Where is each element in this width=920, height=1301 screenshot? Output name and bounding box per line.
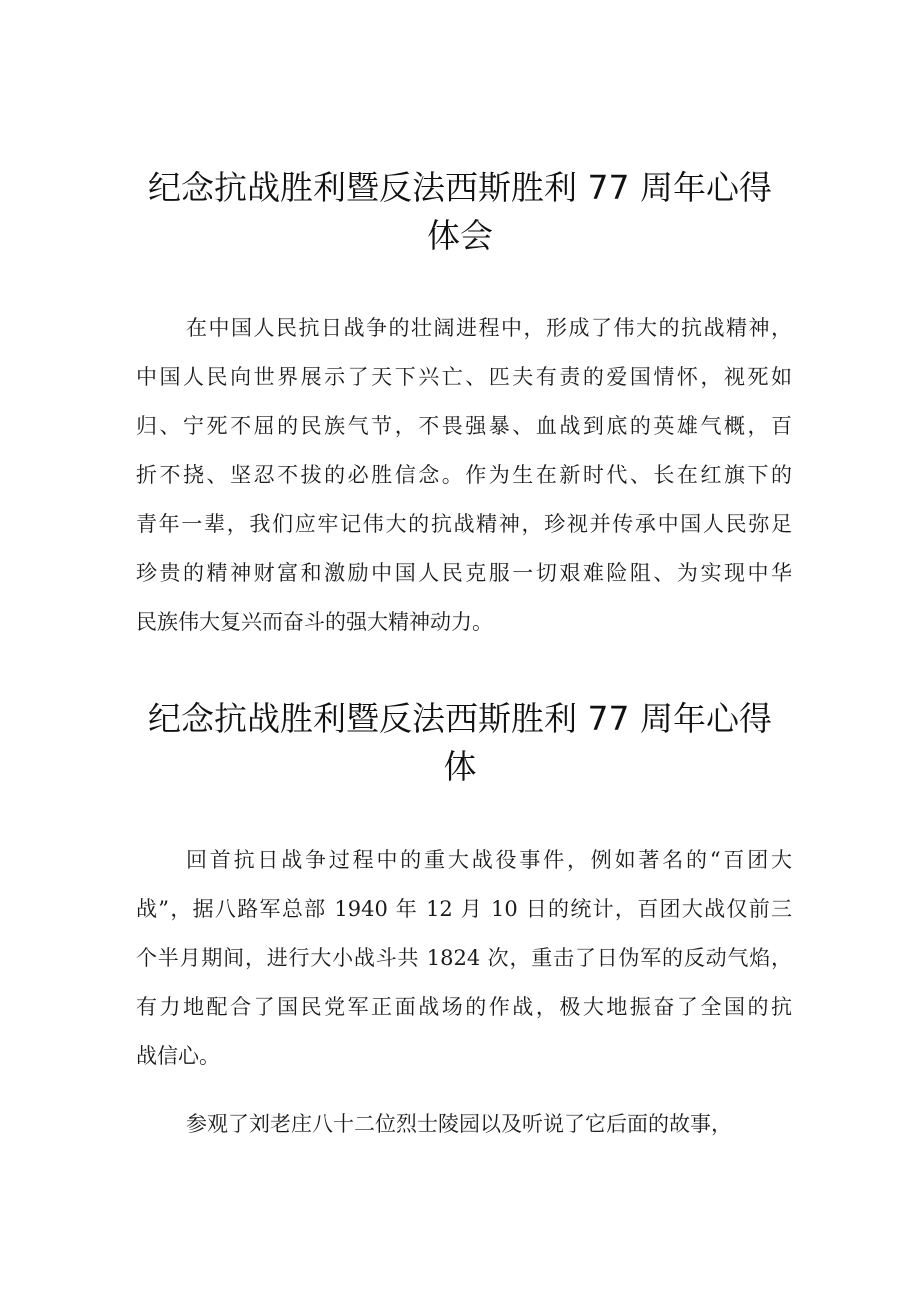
- paragraph-line: 个半月期间，进行大小战斗共 1824 次，重击了日伪军的反动气焰，: [136, 946, 792, 970]
- paragraph-line: 回首抗日战争过程中的重大战役事件，例如著名的“百团大: [186, 848, 792, 872]
- title-line: 体: [443, 747, 477, 786]
- paragraph-line: 珍贵的精神财富和激励中国人民克服一切艰难险阻、为实现中华: [136, 561, 792, 585]
- section-title: [120, 695, 800, 791]
- paragraph-line: 民族伟大复兴而奋斗的强大精神动力。: [136, 610, 493, 634]
- paragraph-line: 有力地配合了国民党军正面战场的作战，极大地振奋了全国的抗: [136, 995, 792, 1019]
- paragraph-line: 战信心。: [136, 1044, 220, 1068]
- body-paragraph: [136, 836, 792, 1081]
- paragraph-line: 归、宁死不屈的民族气节，不畏强暴、血战到底的英雄气概，百: [136, 414, 792, 438]
- paragraph-line: 战”，据八路军总部 1940 年 12 月 10 日的统计，百团大战仅前三: [136, 897, 792, 921]
- paragraph-line: 青年一辈，我们应牢记伟大的抗战精神，珍视并传承中国人民弥足: [136, 512, 792, 536]
- paragraph-line: 中国人民向世界展示了天下兴亡、匹夫有责的爱国情怀，视死如: [136, 365, 792, 389]
- section-title: [120, 164, 800, 260]
- paragraph-line: 参观了刘老庄八十二位烈士陵园以及听说了它后面的故事，: [186, 1112, 732, 1136]
- body-paragraph: [136, 1100, 792, 1149]
- title-line: 体会: [427, 216, 493, 255]
- title-line: 纪念抗战胜利暨反法西斯胜利 77 周年心得: [148, 699, 772, 738]
- paragraph-line: 在中国人民抗日战争的壮阔进程中，形成了伟大的抗战精神，: [186, 316, 792, 340]
- paragraph-line: 折不挠、坚忍不拔的必胜信念。作为生在新时代、长在红旗下的: [136, 463, 792, 487]
- title-line: 纪念抗战胜利暨反法西斯胜利 77 周年心得: [148, 168, 772, 207]
- body-paragraph: [136, 304, 792, 647]
